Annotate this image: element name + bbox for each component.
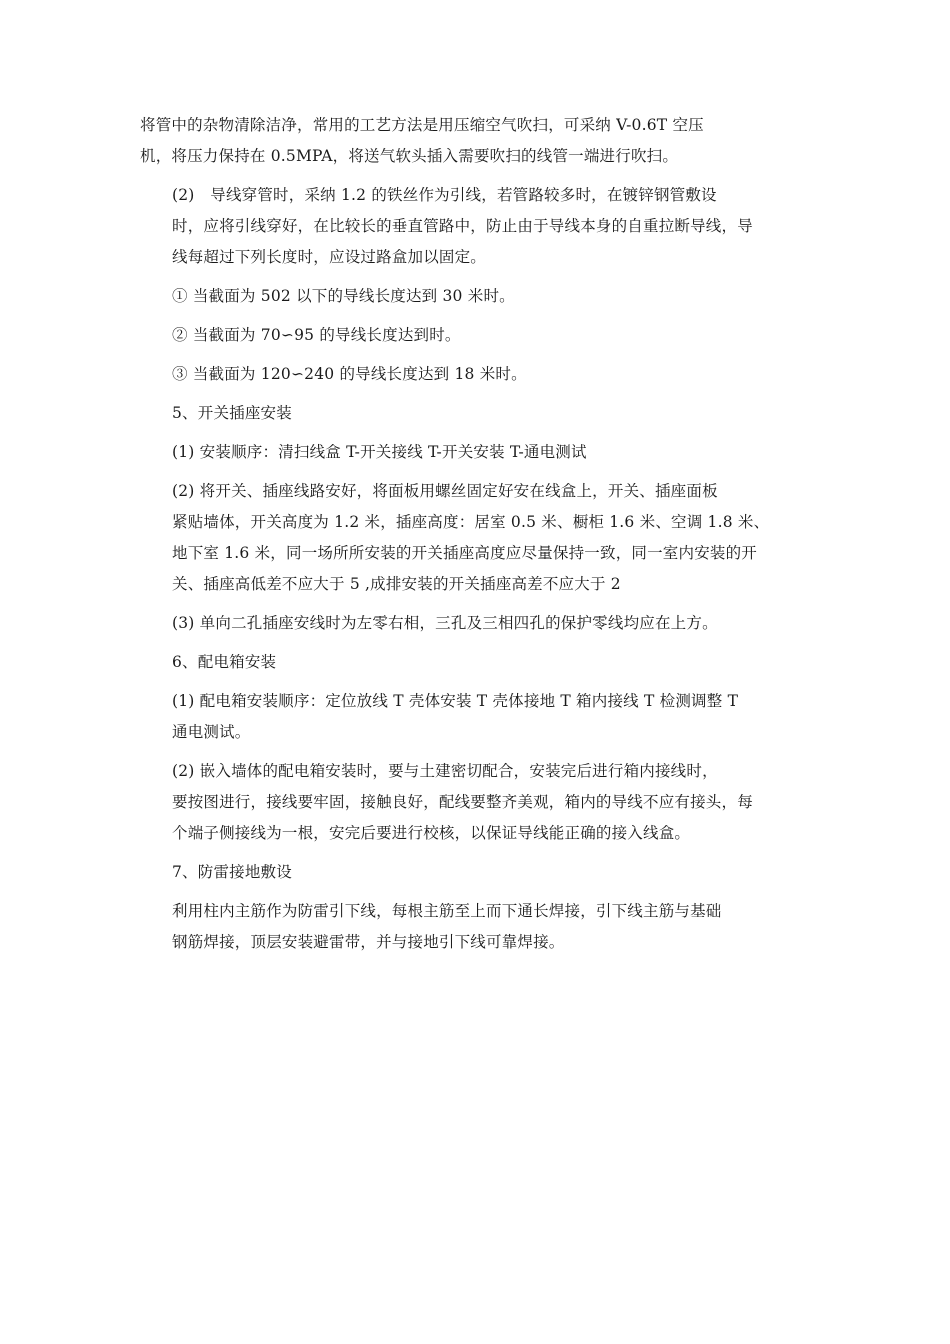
text-line: 线每超过下列长度时，应设过路盒加以固定。 [172,248,487,266]
text-line: 5、开关插座安装 [172,404,292,422]
document-body [140,110,816,966]
text-line: 利用柱内主筋作为防雷引下线，每根主筋至上而下通长焊接，引下线主筋与基础 [172,902,722,920]
text-line: (3) 单向二孔插座安线时为左零右相，三孔及三相四孔的保护零线均应在上方。 [172,614,718,632]
text-line: ② 当截面为 70∽95 的导线长度达到时。 [172,326,461,344]
text-line: 时，应将引线穿好，在比较长的垂直管路中，防止由于导线本身的自重拉断导线，导 [172,217,753,235]
section-heading-switch-socket [140,398,816,429]
list-item-2 [140,320,816,351]
text-line: 紧贴墙体，开关高度为 1.2 米，插座高度：居室 0.5 米、橱柜 1.6 米、空调 1.8 米、 [172,513,770,531]
text-line: (2) 导线穿管时，采纳 1.2 的铁丝作为引线，若管路较多时，在镀锌钢管敷设 [172,186,717,204]
text-line: 6、配电箱安装 [172,653,277,671]
list-item-3 [140,359,816,390]
text-line: ① 当截面为 502 以下的导线长度达到 30 米时。 [172,287,515,305]
text-line: 将管中的杂物清除洁净，常用的工艺方法是用压缩空气吹扫，可采纳 V-0.6T 空压 [140,116,704,134]
paragraph-air-blowing [140,110,816,172]
section-heading-lightning-grounding [140,857,816,888]
text-line: 要按图进行，接线要牢固，接触良好，配线要整齐美观，箱内的导线不应有接头，每 [172,793,753,811]
list-item-1 [140,281,816,312]
paragraph-switch-height [140,476,816,600]
paragraph-lightning-rebar [140,896,816,958]
text-line: 个端子侧接线为一根，安完后要进行校核，以保证导线能正确的接入线盒。 [172,824,691,842]
text-line: (1) 安装顺序：清扫线盒 T-开关接线 T-开关安装 T-通电测试 [172,443,587,461]
text-line: ③ 当截面为 120∽240 的导线长度达到 18 米时。 [172,365,527,383]
paragraph-install-order [140,437,816,468]
paragraph-embedded-box [140,756,816,849]
text-line: 关、插座高低差不应大于 5 ,成排安装的开关插座高差不应大于 2 [172,575,621,593]
paragraph-socket-wiring [140,608,816,639]
text-line: 地下室 1.6 米，同一场所所安装的开关插座高度应尽量保持一致，同一室内安装的开 [172,544,758,562]
paragraph-wire-threading [140,180,816,273]
text-line: 通电测试。 [172,723,251,741]
text-line: (2) 将开关、插座线路安好，将面板用螺丝固定好安在线盒上，开关、插座面板 [172,482,718,500]
text-line: 钢筋焊接，顶层安装避雷带，并与接地引下线可靠焊接。 [172,933,565,951]
text-line: (2) 嵌入墙体的配电箱安装时，要与土建密切配合，安装完后进行箱内接线时， [172,762,718,780]
text-line: 机，将压力保持在 0.5MPA，将送气软头插入需要吹扫的线管一端进行吹扫。 [140,147,679,165]
text-line: 7、防雷接地敷设 [172,863,292,881]
paragraph-box-order [140,686,816,748]
text-line: (1) 配电箱安装顺序：定位放线 T 壳体安装 T 壳体接地 T 箱内接线 T 检测调整 T [172,692,739,710]
section-heading-distribution-box [140,647,816,678]
